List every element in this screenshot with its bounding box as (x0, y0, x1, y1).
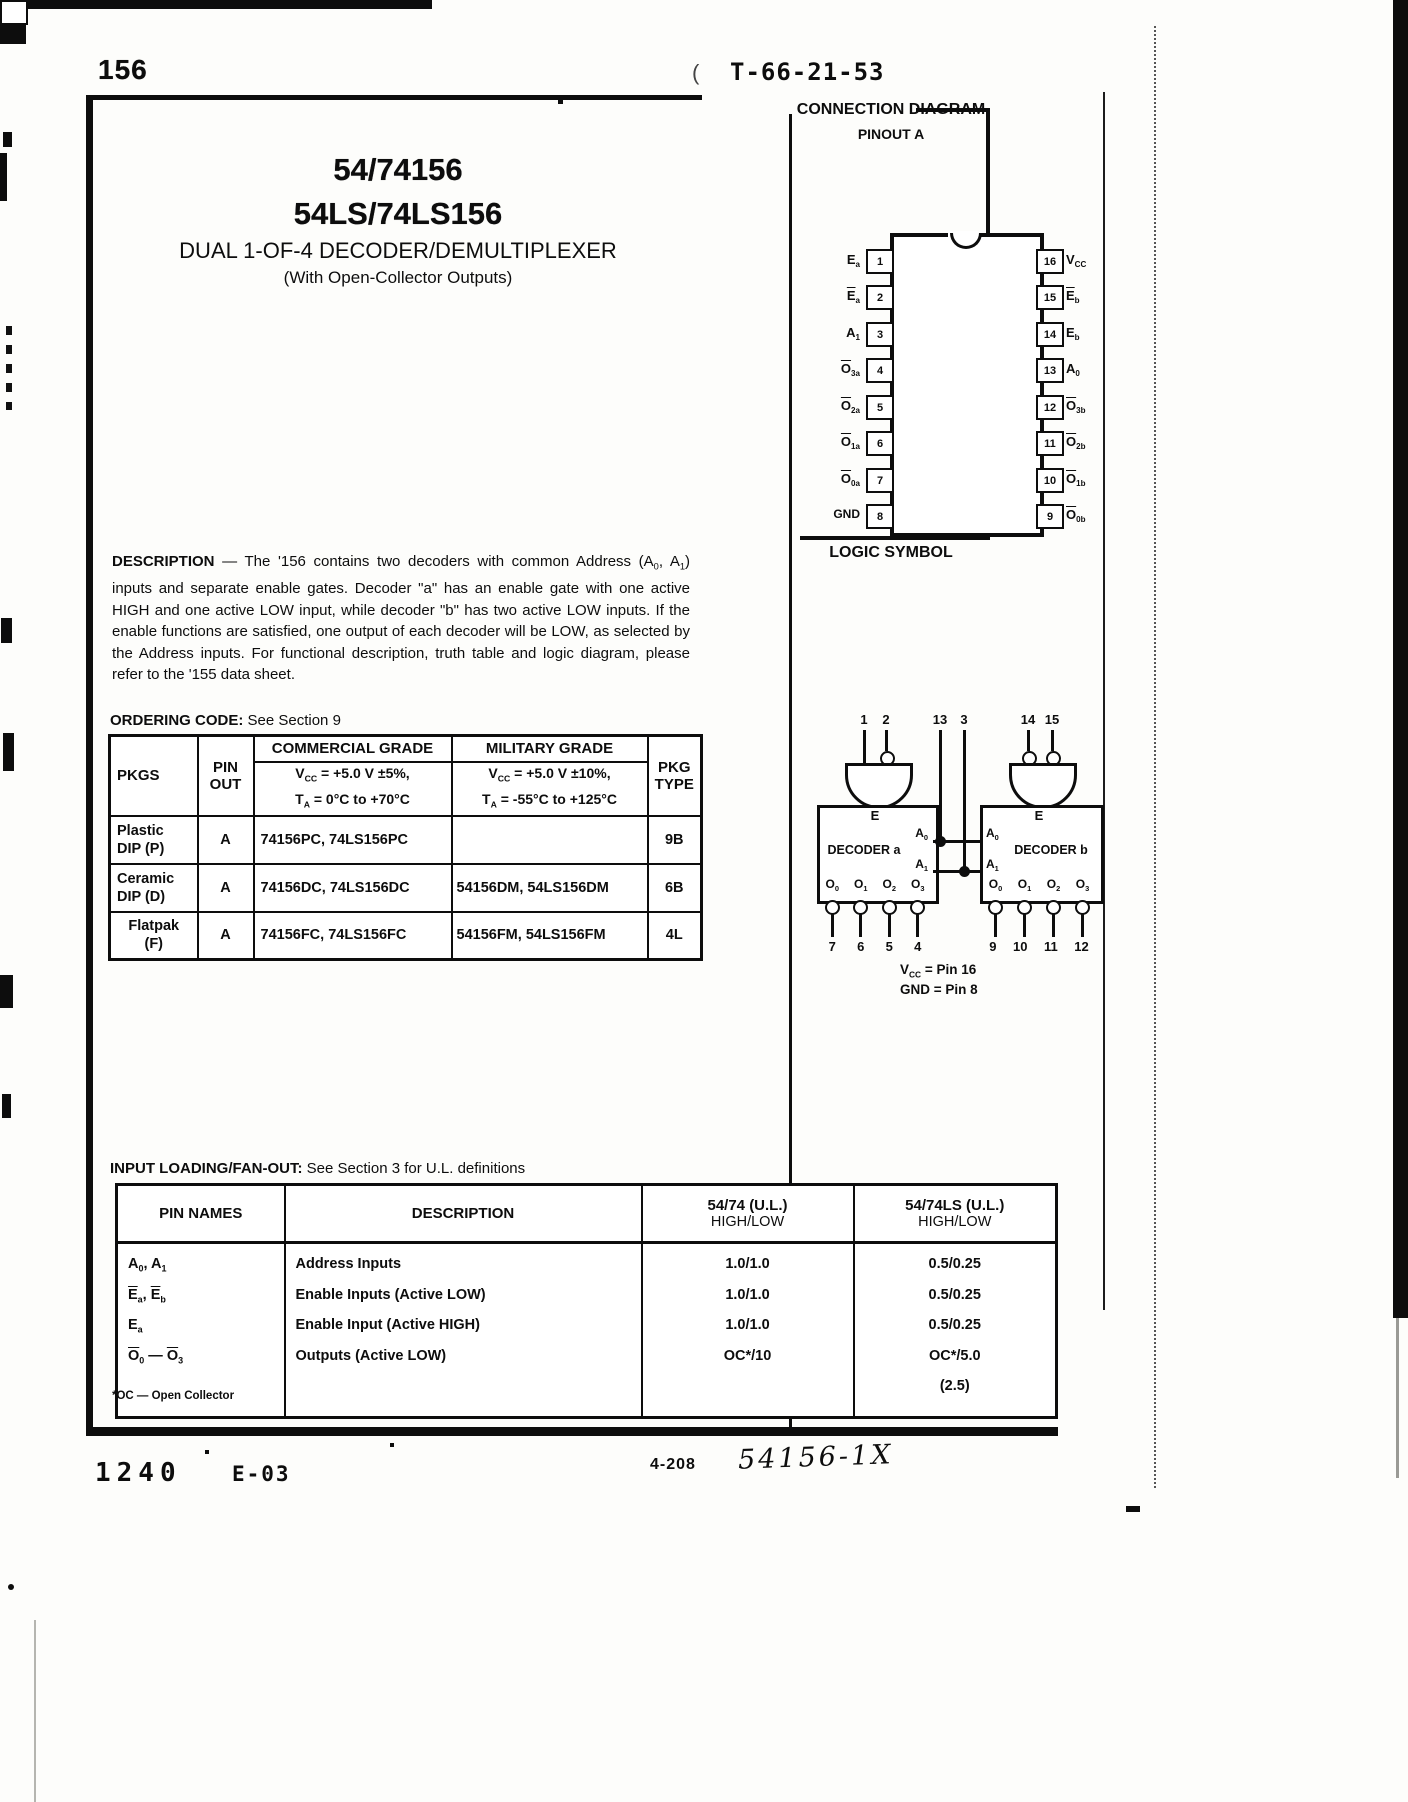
col-military-grade: MILITARY GRADE (452, 736, 648, 762)
std-ul-cell: 1.0/1.0 (642, 1243, 854, 1282)
pkg-type-cell: 6B (648, 864, 702, 912)
decoder-b-enable-label: E (1034, 808, 1044, 823)
ls-ul-cell: 0.5/0.25 (854, 1282, 1057, 1313)
pin-label: $E_b$ (1066, 325, 1080, 343)
pin-box-14: 14 (1036, 322, 1064, 347)
output-pin-number: 12 (1074, 939, 1089, 954)
stray-paren-mark: ( (692, 60, 700, 85)
handwritten-part-number: 54156-1X (737, 1439, 894, 1476)
input-loading-heading-label: INPUT LOADING/FAN-OUT: (110, 1160, 303, 1177)
decoder-a-a0-label: $A_0$ (915, 826, 928, 842)
pin-label: $E_a$ (846, 252, 860, 270)
output-label: $O_1$ (1017, 877, 1032, 893)
input-loading-row-extra (117, 1373, 1057, 1417)
scan-artifact (2, 1094, 11, 1118)
col-pkg-type (648, 736, 702, 816)
input-loading-row (117, 1343, 1057, 1374)
stamp-e03: E-03 (232, 1462, 291, 1486)
pin-box-6: 6 (866, 431, 894, 456)
description-cell: Enable Input (Active HIGH) (285, 1312, 642, 1343)
pin-label: $\overline{O}_{2a}$ (840, 398, 860, 416)
pkg-name-line1: Plastic (117, 822, 164, 839)
scan-artifact (1393, 0, 1408, 1318)
pin-box-5: 5 (866, 395, 894, 420)
std-ul-cell (642, 1373, 854, 1417)
output-label: $O_2$ (1046, 877, 1061, 893)
output-label: $O_3$ (911, 877, 925, 893)
pin-box-8: 8 (866, 504, 894, 529)
pinout-cell: A (198, 816, 254, 864)
pin-names-cell: $\overline{O}_0$ — $\overline{O}_3$ (117, 1343, 285, 1374)
pinout-cell: A (198, 864, 254, 912)
output-pin-number: 7 (828, 939, 836, 954)
output-wire (831, 913, 834, 937)
ordering-row-ceramic (110, 864, 702, 912)
pkg-name (110, 864, 198, 912)
input-loading-row (117, 1312, 1057, 1343)
scan-artifact (8, 1584, 14, 1590)
scan-artifact (1, 618, 12, 643)
pin-label: $\overline{O}_{1b}$ (1066, 471, 1086, 489)
pkg-type-cell: 4L (648, 912, 702, 960)
description-cell: Outputs (Active LOW) (285, 1343, 642, 1374)
output-label: $O_1$ (854, 877, 868, 893)
pin-label: $\overline{O}_{1a}$ (840, 434, 860, 452)
military-parts: 54156DM, 54LS156DM (452, 864, 648, 912)
decoder-b-output-labels (981, 877, 1097, 893)
std-ul-cell: OC*/10 (642, 1343, 854, 1374)
scan-artifact (205, 1450, 209, 1454)
ls-ul-extra-cell: (2.5) (854, 1373, 1057, 1417)
power-note-vcc: $V_{CC}$ = Pin 16 (900, 962, 977, 980)
scan-artifact (1154, 26, 1156, 1488)
decoder-b-name: DECODER b (1014, 843, 1088, 857)
scan-artifact (1103, 92, 1105, 1310)
military-parts: 54156FM, 54LS156FM (452, 912, 648, 960)
pin-label: $V_{CC}$ (1066, 252, 1087, 270)
scan-artifact (3, 733, 14, 771)
decoder-a-name: DECODER a (827, 843, 901, 857)
scan-artifact (34, 1620, 36, 1802)
wire-gate-b-in15 (1051, 730, 1054, 751)
pkg-name (110, 816, 198, 864)
ls-ul-cell: OC*/5.0 (854, 1343, 1057, 1374)
col-pin-names: PIN NAMES (117, 1185, 285, 1243)
output-wire (1052, 913, 1055, 937)
ordering-row-flatpak (110, 912, 702, 960)
input-loading-heading-note: See Section 3 for U.L. definitions (302, 1160, 526, 1177)
content-border-bottom (86, 1427, 1058, 1436)
part-subtitle-note: (With Open-Collector Outputs) (283, 268, 513, 287)
output-pin-number: 11 (1043, 939, 1058, 954)
input-loading-row (117, 1282, 1057, 1313)
ls-ul-cell: 0.5/0.25 (854, 1243, 1057, 1282)
std-ul-cell: 1.0/1.0 (642, 1282, 854, 1313)
scan-artifact (558, 100, 563, 104)
col-pkgs: PKGS (110, 736, 198, 816)
description-cell: Enable Inputs (Active LOW) (285, 1282, 642, 1313)
col-pkg-line1: PKG (657, 758, 691, 776)
decoder-a-output-pins (818, 939, 932, 954)
pin-box-10: 10 (1036, 468, 1064, 493)
pkg-type-cell: 9B (648, 816, 702, 864)
junction-dot (959, 866, 970, 877)
pin-box-15: 15 (1036, 285, 1064, 310)
content-border-left (86, 95, 93, 1435)
decoder-b-a1-label: $A_1$ (986, 857, 999, 873)
decoder-a-output-labels (818, 877, 932, 893)
col-pin-out (198, 736, 254, 816)
pin-box-2: 2 (866, 285, 894, 310)
connection-diagram-heading: CONNECTION DIAGRAM (796, 101, 986, 118)
col-std-line1: 54/74 (U.L.) (707, 1197, 788, 1214)
pkg-name-line1: Ceramic (117, 870, 175, 887)
decoder-a-enable-label: E (870, 808, 880, 823)
wire-a1-shared (933, 870, 980, 873)
pin-label: $\overline{O}_{0b}$ (1066, 507, 1086, 525)
output-wire (1023, 913, 1026, 937)
decoder-a-output-stubs (818, 913, 932, 937)
content-border-top (86, 95, 702, 100)
output-label: $O_2$ (882, 877, 896, 893)
doc-code: T-66-21-53 (730, 58, 885, 86)
pin-box-13: 13 (1036, 358, 1064, 383)
scan-artifact (6, 326, 12, 410)
scan-artifact (0, 153, 7, 201)
description-cell (285, 1373, 642, 1417)
pin-label: $\overline{O}_{0a}$ (840, 471, 860, 489)
output-wire (859, 913, 862, 937)
pin-box-9: 9 (1036, 504, 1064, 529)
output-label: $O_0$ (825, 877, 839, 893)
pkg-name-line2: (F) (144, 936, 163, 953)
ordering-heading (110, 712, 341, 729)
wire-addr-3 (963, 730, 966, 872)
pkg-name (110, 912, 198, 960)
description-paragraph: DESCRIPTION — The '156 contains two decoders with common Address ($A_0$, $A_1$) inputs and separate enable gates. Decoder "a" has an enable gate with one active HIGH and one active LOW input, while decoder "b" has two active LOW inputs. If the enable functions are satisfied, one output of each decoder will be LOW, as selected by the Address inputs. For functional description, truth table and logic diagram, please refer to the '155 data sheet. (112, 553, 690, 684)
output-pin-number: 10 (1013, 939, 1028, 954)
pkg-name-line2: DIP (D) (117, 888, 166, 905)
gate-a-pin1-label: 1 (860, 712, 868, 727)
wire-gate-b-in14 (1027, 730, 1030, 751)
output-wire (1081, 913, 1084, 937)
output-pin-number: 6 (857, 939, 865, 954)
gate-a-pin2-label: 2 (882, 712, 890, 727)
scan-artifact (3, 132, 12, 147)
and-gate-b-icon (1009, 763, 1077, 809)
pinout-cell: A (198, 912, 254, 960)
col-pin-line1: PIN (212, 758, 238, 776)
ordering-row-plastic (110, 816, 702, 864)
logic-symbol-rule (800, 536, 990, 540)
dip-package-body (890, 233, 1044, 537)
open-collector-footnote: *OC — Open Collector (112, 1390, 235, 1402)
gate-b-pin15-label: 15 (1044, 712, 1060, 727)
wire-addr-13 (939, 730, 942, 842)
output-wire (916, 913, 919, 937)
pin-label: $\overline{E}_a$ (846, 288, 860, 306)
power-note-gnd: GND = Pin 8 (900, 982, 978, 997)
pin-box (0, 0, 28, 25)
commercial-parts: 74156FC, 74LS156FC (254, 912, 452, 960)
pin-label: $\overline{E}_b$ (1066, 288, 1080, 306)
pkg-name-line2: DIP (P) (117, 840, 165, 857)
ls-ul-cell: 0.5/0.25 (854, 1312, 1057, 1343)
decoder-b-output-stubs (981, 913, 1097, 937)
output-label: $O_0$ (988, 877, 1003, 893)
part-subtitle: DUAL 1-OF-4 DECODER/DEMULTIPLEXER (179, 238, 617, 263)
pin-box-1: 1 (866, 249, 894, 274)
pin-label: $\overline{O}_{3a}$ (840, 361, 860, 379)
scan-artifact (0, 0, 432, 9)
output-pin-number: 9 (989, 939, 997, 954)
junction-dot (935, 836, 946, 847)
ordering-heading-note: See Section 9 (243, 712, 341, 729)
col-ls-ul (854, 1185, 1057, 1243)
decoder-a-a1-label: $A_1$ (915, 857, 928, 873)
wire-gate-a-in1 (863, 730, 866, 764)
decoder-b-output-pins (981, 939, 1097, 954)
pin-box-4: 4 (866, 358, 894, 383)
input-loading-table (115, 1183, 1058, 1419)
scan-artifact (0, 975, 13, 1008)
col-commercial-grade: COMMERCIAL GRADE (254, 736, 452, 762)
pin-box-3: 3 (866, 322, 894, 347)
output-wire (888, 913, 891, 937)
description-cell: Address Inputs (285, 1243, 642, 1282)
col-std-ul (642, 1185, 854, 1243)
military-parts (452, 816, 648, 864)
pin-names-cell: $E_a$ (117, 1312, 285, 1343)
addr-pin13-label: 13 (932, 712, 948, 727)
commercial-parts: 74156PC, 74LS156PC (254, 816, 452, 864)
col-pin-line2: OUT (209, 775, 242, 793)
decoder-b-a0-label: $A_0$ (986, 826, 999, 842)
std-ul-cell: 1.0/1.0 (642, 1312, 854, 1343)
pinout-heading: PINOUT A (857, 126, 925, 142)
col-ls-line1: 54/74LS (U.L.) (905, 1197, 1005, 1214)
commercial-parts: 74156DC, 74LS156DC (254, 864, 452, 912)
logic-symbol-heading: LOGIC SYMBOL (829, 544, 953, 561)
col-std-line2: HIGH/LOW (710, 1214, 785, 1230)
pin-label: $\overline{O}_{2b}$ (1066, 434, 1086, 452)
gate-b-pin14-label: 14 (1020, 712, 1036, 727)
output-pin-number: 5 (885, 939, 893, 954)
pin-label: $A_0$ (1066, 361, 1080, 379)
page-number: 156 (98, 54, 148, 85)
and-gate-a-icon (845, 763, 913, 809)
ordering-table (108, 734, 703, 961)
input-loading-row (117, 1243, 1057, 1282)
col-pkg-line2: TYPE (654, 775, 694, 793)
col-description: DESCRIPTION (285, 1185, 642, 1243)
scan-artifact (1396, 1318, 1399, 1478)
pin-label: $A_1$ (846, 325, 860, 343)
pin-box-16: 16 (1036, 249, 1064, 274)
stamp-1240: 1240 (95, 1458, 182, 1488)
pin-label: $\overline{O}_{3b}$ (1066, 398, 1086, 416)
output-wire (994, 913, 997, 937)
pin-box-12: 12 (1036, 395, 1064, 420)
pkg-name-line1: Flatpak (128, 918, 180, 935)
addr-pin3-label: 3 (960, 712, 968, 727)
pin-box-11: 11 (1036, 431, 1064, 456)
part-title-line1: 54/74156 (333, 152, 463, 187)
pin-names-cell: $\overline{E}_a$, $\overline{E}_b$ (117, 1282, 285, 1313)
output-label: $O_3$ (1075, 877, 1090, 893)
output-pin-number: 4 (914, 939, 922, 954)
military-conditions: $V_{CC} = +5.0$ V ±10%, $T_A = -55^\circ C$ to +125°C (452, 762, 648, 816)
scan-artifact (390, 1443, 394, 1447)
wire-gate-a-in2 (885, 730, 888, 751)
page-ref: 4-208 (650, 1456, 696, 1473)
col-ls-line2: HIGH/LOW (918, 1214, 992, 1230)
part-title-line2: 54LS/74LS156 (293, 196, 503, 231)
pin-label: GND (833, 507, 860, 521)
pin-names-cell: $A_0$, $A_1$ (117, 1243, 285, 1282)
scan-artifact (1126, 1506, 1140, 1512)
commercial-conditions: $V_{CC} = +5.0$ V ±5%, $T_A = 0^\circ C$ to +70°C (254, 762, 452, 816)
ordering-heading-label: ORDERING CODE: (110, 712, 244, 729)
pin-box-7: 7 (866, 468, 894, 493)
input-loading-heading (110, 1160, 525, 1177)
